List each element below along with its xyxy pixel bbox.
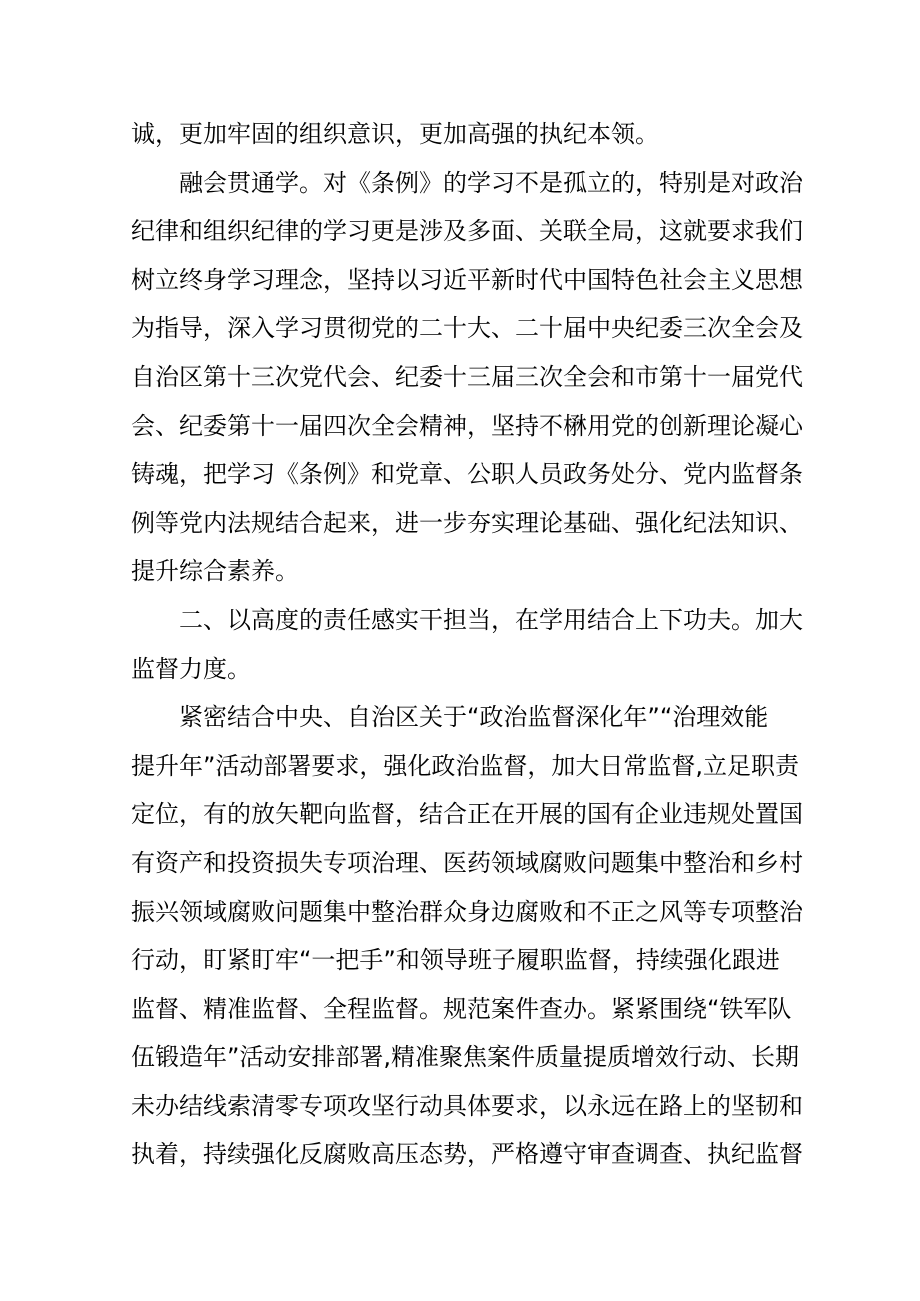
text-line: 提升年”活动部署要求，强化政治监督，加大日常监督,立足职责: [131, 751, 800, 780]
text-line: 振兴领域腐败问题集中整治群众身边腐败和不正之风等专项整治: [131, 897, 803, 926]
text-line: 为指导，深入学习贯彻党的二十大、二十届中央纪委三次全会及: [131, 314, 803, 343]
text-line: 融会贯通学。对《条例》的学习不是孤立的，特别是对政治: [131, 168, 803, 197]
text-line: 监督力度。: [131, 654, 251, 683]
text-line: 伍锻造年”活动安排部署,精准聚焦案件质量提质增效行动、长期: [131, 1043, 800, 1072]
text-line: 有资产和投资损失专项治理、医药领域腐败问题集中整治和乡村: [131, 848, 803, 877]
text-line: 定位，有的放矢靶向监督，结合正在开展的国有企业违规处置国: [131, 800, 803, 829]
text-line: 二、以高度的责任感实干担当，在学用结合上下功夫。加大: [131, 605, 803, 634]
text-line: 监督、精准监督、全程监督。规范案件查办。紧紧围绕“铁军队: [131, 994, 792, 1023]
text-line: 未办结线索清零专项攻坚行动具体要求，以永远在路上的坚韧和: [131, 1091, 803, 1120]
text-line: 执着，持续强化反腐败高压态势，严格遵守审查调查、执纪监督: [131, 1140, 803, 1169]
text-line: 自治区第十三次党代会、纪委十三届三次全会和市第十一届党代: [131, 362, 803, 391]
text-line: 诚，更加牢固的组织意识，更加高强的执纪本领。: [131, 120, 659, 148]
text-line: 会、纪委第十一届四次全会精神，坚持不楙用党的创新理论凝心: [131, 411, 803, 440]
text-line: 行动，盯紧盯牢“一把手”和领导班子履职监督，持续强化跟进: [131, 946, 780, 975]
text-line: 树立终身学习理念，坚持以习近平新时代中国特色社会主义思想: [131, 265, 803, 294]
text-line: 铸魂，把学习《条例》和党章、公职人员政务处分、党内监督条: [131, 460, 803, 489]
body-text: [131, 110, 803, 1179]
text-line: 例等党内法规结合起来，进一步夯实理论基础、强化纪法知识、: [131, 508, 803, 537]
text-line: 提升综合素养。: [131, 557, 299, 586]
text-line: 纪律和组织纪律的学习更是涉及多面、关联全局，这就要求我们: [131, 217, 803, 246]
text-line: 紧密结合中央、自治区关于“政治监督深化年”“治理效能: [131, 703, 769, 732]
